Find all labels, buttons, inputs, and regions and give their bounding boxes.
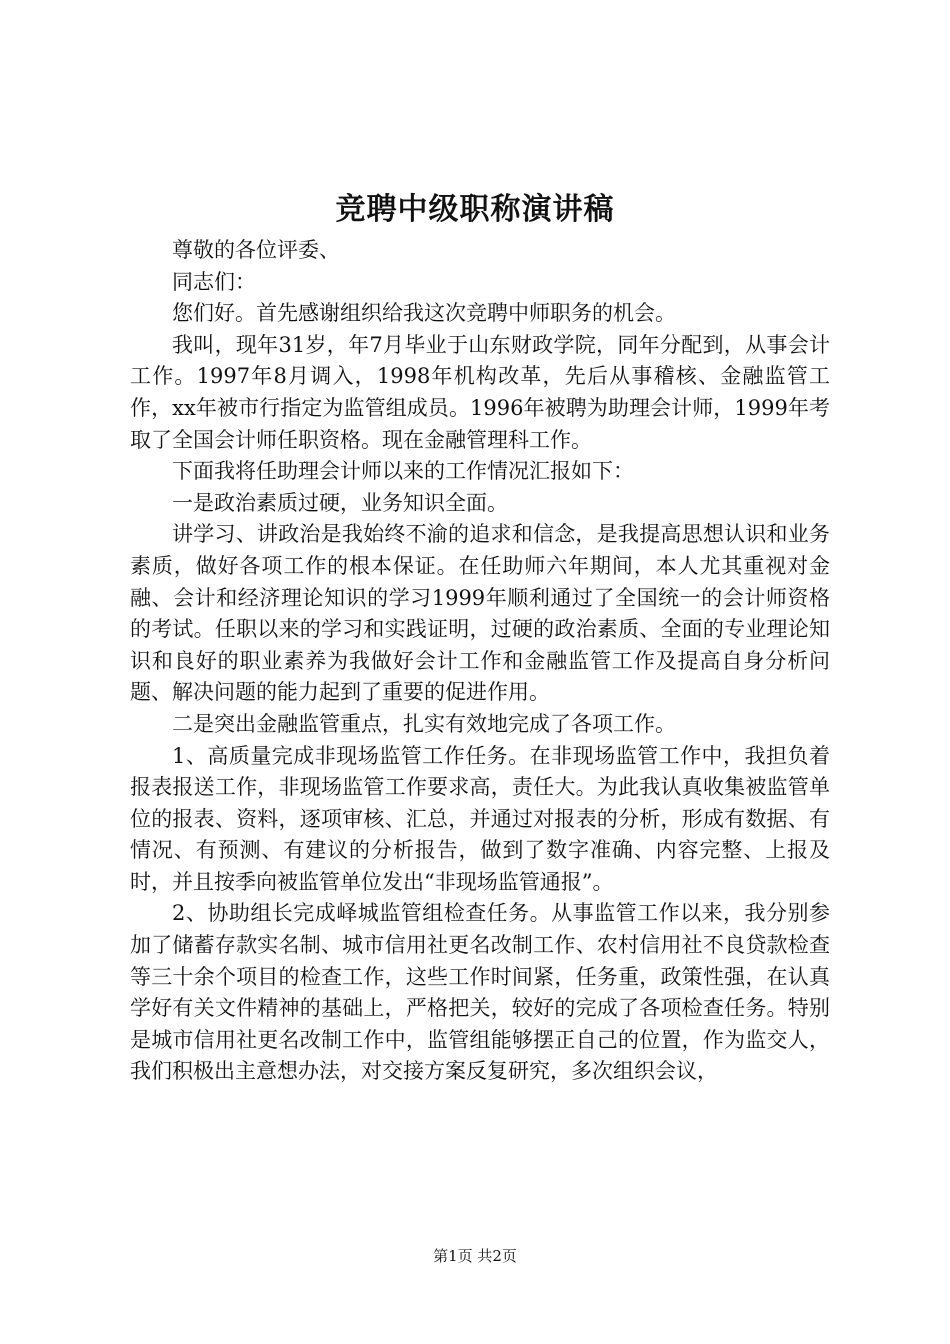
- paragraph-report-lead: 下面我将任助理会计师以来的工作情况汇报如下：: [172, 459, 634, 484]
- paragraph-politics-study: 讲学习、讲政治是我始终不渝的追求和信念，是我提高思想认识和业务素质，做好各项工作的根本保证。在任助师六年期间，本人尤其重视对金融、会计和经济理论知识的学习1999年顺利通过了全国统一的会计师资格的考试。任职以来的学习和实践证明，过硬的政治素质、全面的专业理论知识和良好的职业素养为我做好会计工作和金融监管工作及提高自身分析问题、解决问题的能力起到了重要的促进作用。: [130, 522, 830, 705]
- paragraph-heading-2: 二是突出金融监管重点，扎实有效地完成了各项工作。: [172, 711, 676, 736]
- paragraph-offsite-supervision: 1、高质量完成非现场监管工作任务。在非现场监管工作中，我担负着报表报送工作，非现场监管工作要求高，责任大。为此我认真收集被监管单位的报表、资料，逐项审核、汇总，并通过对报表的分析，形成有数据、有情况、有预测、有建议的分析报告，做到了数字准确、内容完整、上报及时，并且按季向被监管单位发出“非现场监管通报”。: [130, 743, 830, 894]
- paragraph-greeting: 您们好。首先感谢组织给我这次竞聘中师职务的机会。: [172, 301, 676, 326]
- paragraph-introduction: 我叫，现年31岁，年7月毕业于山东财政学院，同年分配到，从事会计工作。1997年8月调入，1998年机构改革，先后从事稽核、金融监管工作，xx年被市行指定为监管组成员。1996年被聘为助理会计师，1999年考取了全国会计师任职资格。现在金融管理科工作。: [130, 332, 830, 452]
- paragraph-salutation-2: 同志们：: [172, 269, 256, 294]
- document-body: [130, 235, 830, 1088]
- document-title: 竞聘中级职称演讲稿: [335, 192, 615, 227]
- paragraph-salutation-1: 尊敬的各位评委、: [172, 238, 340, 262]
- paragraph-inspection-tasks: 2、协助组长完成峄城监管组检查任务。从事监管工作以来，我分别参加了储蓄存款实名制、城市信用社更名改制工作、农村信用社不良贷款检查等三十余个项目的检查工作，这些工作时间紧，任务重，政策性强，在认真学好有关文件精神的基础上，严格把关，较好的完成了各项检查任务。特别是城市信用社更名改制工作中，监管组能够摆正自己的位置，作为监交人，我们积极出主意想办法，对交接方案反复研究，多次组织会议，: [130, 901, 830, 1084]
- paragraph-heading-1: 一是政治素质过硬，业务知识全面。: [172, 490, 508, 515]
- page-footer: 第1页 共2页: [433, 1247, 517, 1265]
